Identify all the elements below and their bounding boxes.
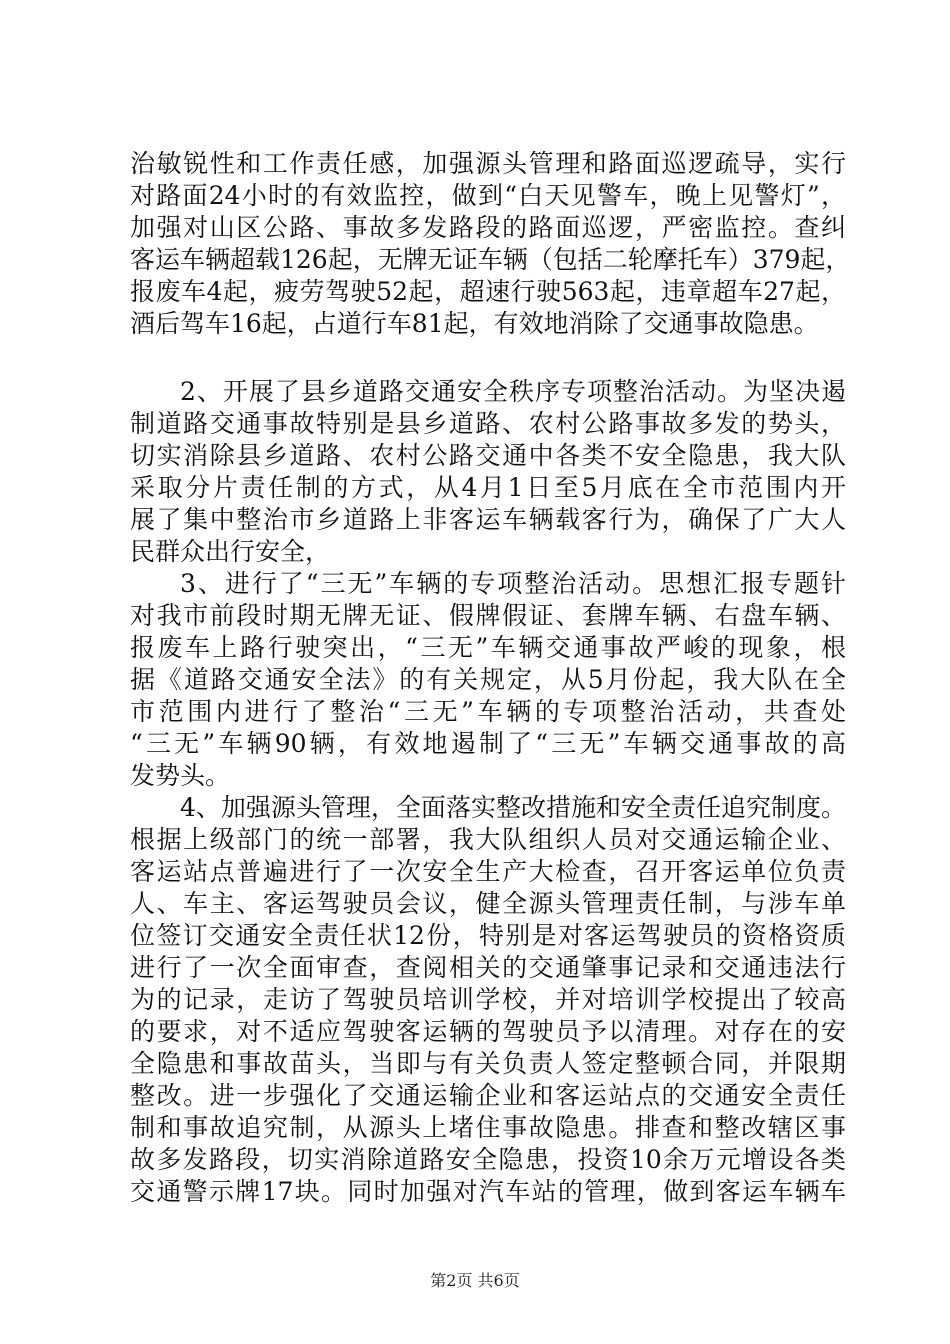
text-line: 交通警示牌17块。同时加强对汽车站的管理，做到客运车辆车 (130, 1177, 846, 1206)
text-line: 为的记录，走访了驾驶员培训学校，并对培训学校提出了较高 (130, 985, 846, 1014)
text-line: 制道路交通事故特别是县乡道路、农村公路事故多发的势头， (130, 409, 846, 438)
text-line: 民群众出行安全， (130, 537, 331, 566)
paragraph-2 (130, 376, 846, 568)
text-line: 进行了一次全面审查，查阅相关的交通肇事记录和交通违法行 (130, 953, 846, 982)
text-line: 对我市前段时期无牌无证、假牌假证、套牌车辆、右盘车辆、 (130, 601, 846, 630)
text-line: 市范围内进行了整治“三无”车辆的专项整治活动，共查处 (130, 697, 846, 726)
text-line: 采取分片责任制的方式，从4月1日至5月底在全市范围内开 (130, 473, 846, 502)
text-line: 报废车4起，疲劳驾驶52起，超速行驶563起，违章超车27起， (130, 277, 846, 306)
text-line: 3、进行了“三无”车辆的专项整治活动。思想汇报专题针 (180, 569, 846, 598)
text-line: 酒后驾车16起，占道行车81起，有效地消除了交通事故隐患。 (130, 309, 819, 338)
paragraph-3 (130, 568, 846, 792)
paragraph-4 (130, 792, 846, 1208)
paragraph-1 (130, 148, 851, 340)
text-line: 人、车主、客运驾驶员会议，健全源头管理责任制，与涉车单 (130, 889, 846, 918)
text-line: 根据上级部门的统一部署，我大队组织人员对交通运输企业、 (130, 825, 846, 854)
text-line: 客运站点普遍进行了一次安全生产大检查，召开客运单位负责 (130, 857, 846, 886)
text-line: 整改。进一步强化了交通运输企业和客运站点的交通安全责任 (130, 1081, 846, 1110)
text-line: 制和事故追究制，从源头上堵住事故隐患。排查和整改辖区事 (130, 1113, 846, 1142)
text-line: 客运车辆超载126起，无牌无证车辆（包括二轮摩托车）379起， (130, 245, 851, 274)
text-line: 据《道路交通安全法》的有关规定，从5月份起，我大队在全 (130, 665, 846, 694)
paragraph-spacer (130, 340, 846, 376)
text-line: 发势头。 (130, 761, 231, 790)
text-line: 2、开展了县乡道路交通安全秩序专项整治活动。为坚决遏 (180, 377, 846, 406)
text-line: 的要求，对不适应驾驶客运辆的驾驶员予以清理。对存在的安 (130, 1017, 846, 1046)
text-line: 治敏锐性和工作责任感，加强源头管理和路面巡逻疏导，实行 (130, 149, 846, 178)
text-line: 全隐患和事故苗头，当即与有关负责人签定整顿合同，并限期 (130, 1049, 846, 1078)
text-line: 切实消除县乡道路、农村公路交通中各类不安全隐患，我大队 (130, 441, 846, 470)
text-line: 对路面24小时的有效监控，做到“白天见警车，晚上见警灯”， (130, 181, 846, 210)
text-line: “三无”车辆90辆，有效地遏制了“三无”车辆交通事故的高 (130, 729, 846, 758)
text-line: 报废车上路行驶突出，“三无”车辆交通事故严峻的现象，根 (130, 633, 846, 662)
text-line: 4、加强源头管理，全面落实整改措施和安全责任追究制度。 (180, 793, 846, 822)
text-line: 展了集中整治市乡道路上非客运车辆载客行为，确保了广大人 (130, 505, 846, 534)
page-number-footer: 第2页 共6页 (430, 1271, 520, 1290)
text-line: 位签订交通安全责任状12份，特别是对客运驾驶员的资格资质 (130, 921, 846, 950)
document-body (130, 148, 851, 1208)
text-line: 加强对山区公路、事故多发路段的路面巡逻，严密监控。查纠 (130, 213, 846, 242)
text-line: 故多发路段，切实消除道路安全隐患，投资10余万元增设各类 (130, 1145, 846, 1174)
